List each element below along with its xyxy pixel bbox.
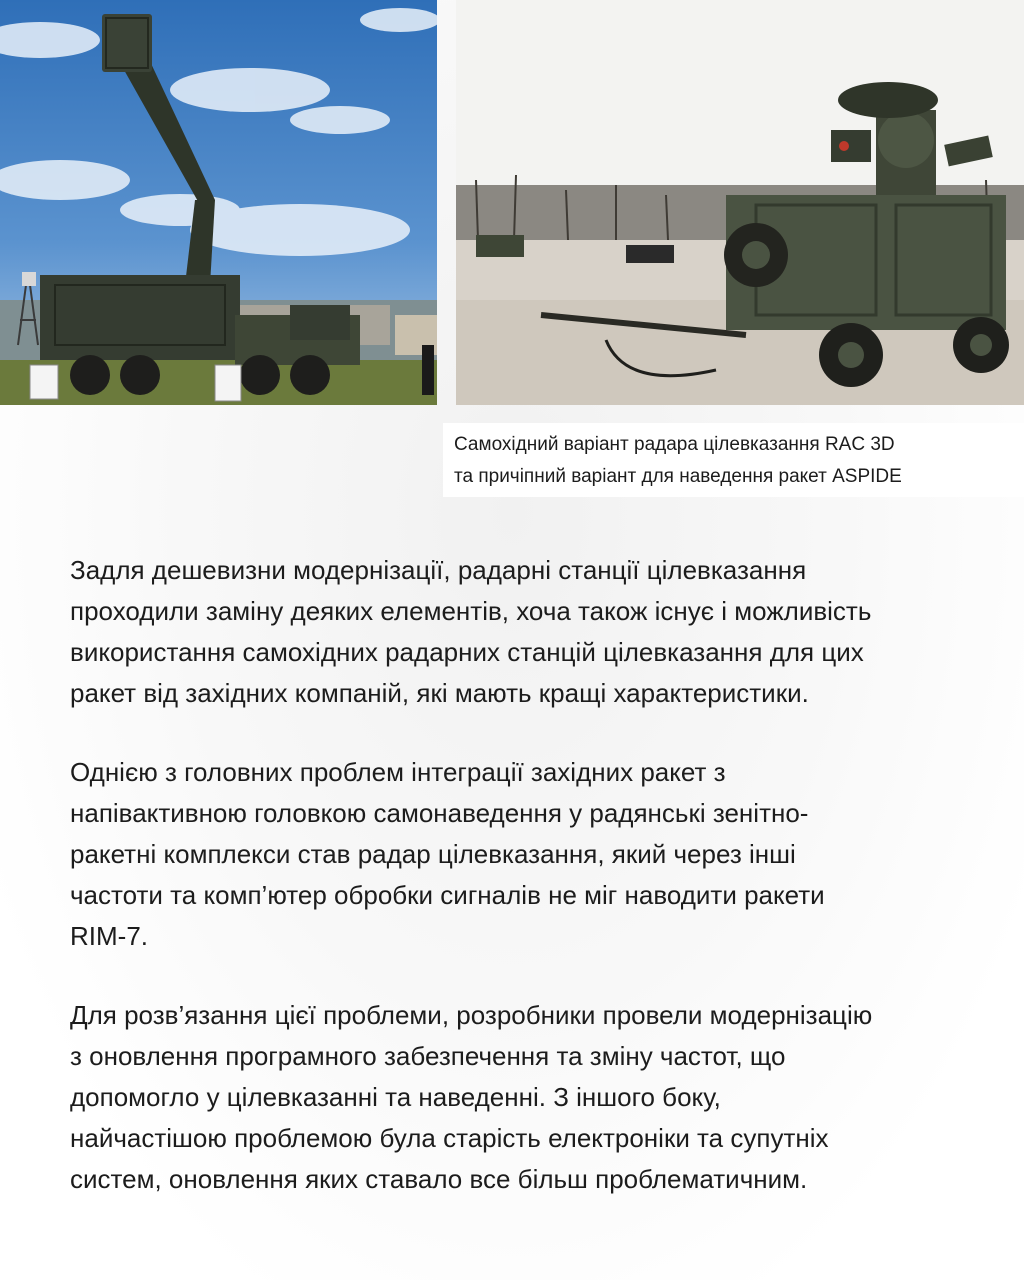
caption-line: Самохідний варіант радара цілевказання RAC 3D bbox=[454, 434, 895, 455]
paragraph-1 bbox=[70, 550, 1000, 714]
text-line: ракет від західних компаній, які мають кращі характеристики. bbox=[70, 678, 809, 708]
text-line: ракетні комплекси став радар цілевказання, який через інші bbox=[70, 839, 796, 869]
photo-towed-radar bbox=[456, 0, 1024, 405]
text-line: використання самохідних радарних станцій цілевказання для цих bbox=[70, 637, 864, 667]
text-line: найчастішою проблемою була старість електроніки та супутніх bbox=[70, 1123, 829, 1153]
text-line: Однією з головних проблем інтеграції західних ракет з bbox=[70, 757, 726, 787]
paragraph-3 bbox=[70, 995, 1000, 1200]
photo-self-propelled-radar bbox=[0, 0, 437, 405]
text-line: частоти та комп’ютер обробки сигналів не міг наводити ракети bbox=[70, 880, 825, 910]
caption-line: та причіпний варіант для наведення ракет ASPIDE bbox=[454, 466, 902, 487]
text-line: з оновлення програмного забезпечення та зміну частот, що bbox=[70, 1041, 786, 1071]
article-body bbox=[70, 550, 1000, 1238]
text-line: Задля дешевизни модернізації, радарні станції цілевказання bbox=[70, 555, 807, 585]
text-line: допомогло у цілевказанні та наведенні. З іншого боку, bbox=[70, 1082, 721, 1112]
text-line: Для розв’язання цієї проблеми, розробники провели модернізацію bbox=[70, 1000, 873, 1030]
paragraph-2 bbox=[70, 752, 1000, 957]
text-line: RIM-7. bbox=[70, 921, 148, 951]
text-line: напівактивною головкою самонаведення у радянські зенітно- bbox=[70, 798, 809, 828]
photo-caption bbox=[443, 423, 1024, 497]
text-line: систем, оновлення яких ставало все більш проблематичним. bbox=[70, 1164, 808, 1194]
text-line: проходили заміну деяких елементів, хоча також існує і можливість bbox=[70, 596, 872, 626]
